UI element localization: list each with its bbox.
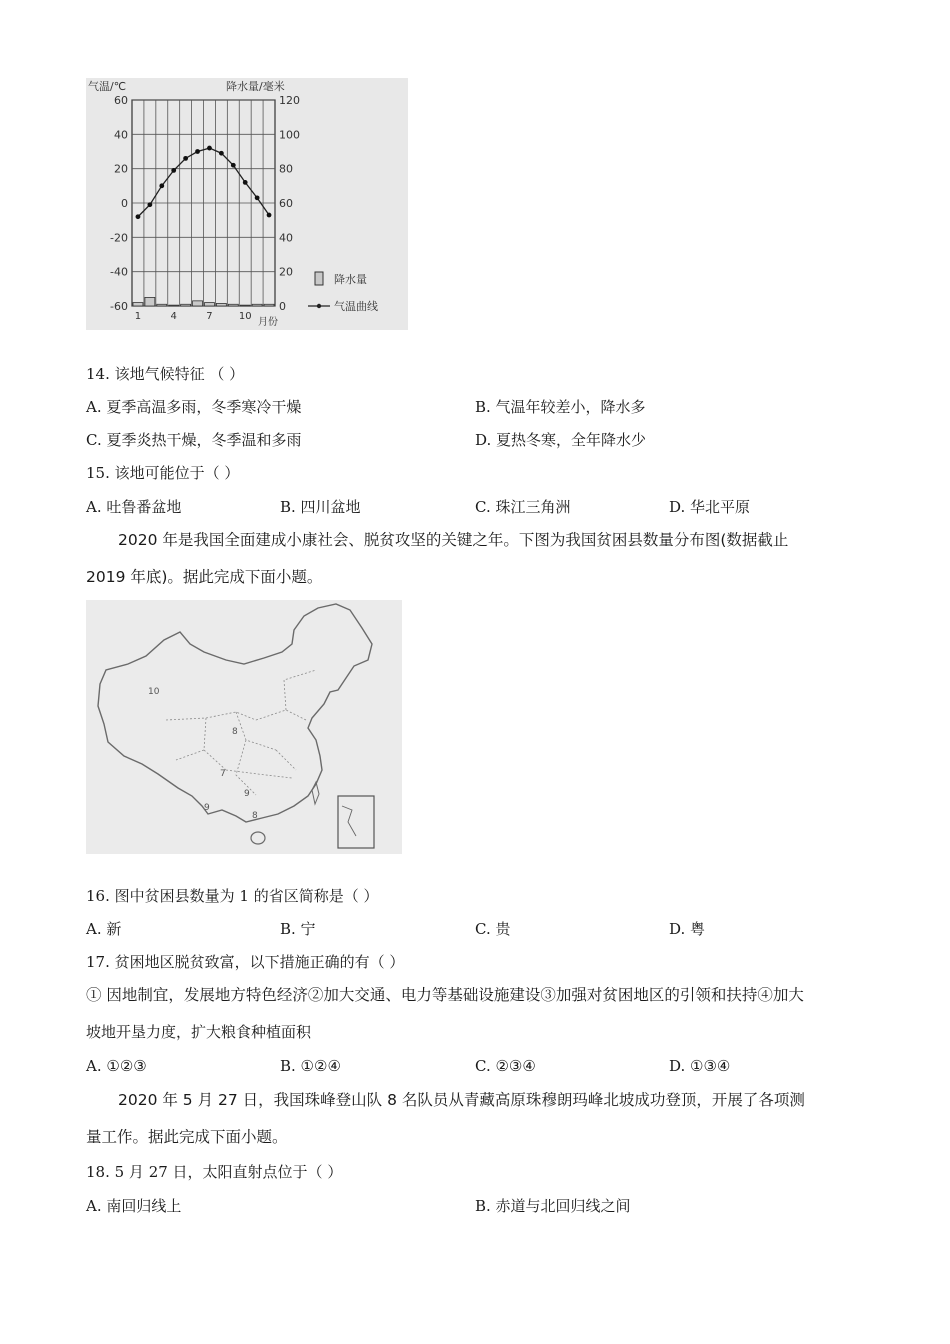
q18-stem: 18. 5 月 27 日，太阳直射点位于（ ）: [86, 1163, 343, 1181]
q17-statements-line1: ① 因地制宜，发展地方特色经济②加大交通、电力等基础设施建设③加强对贫困地区的引领和扶持④加大: [86, 986, 804, 1004]
right-tick-label: 120: [279, 94, 300, 107]
map-number-yunnan: 9: [204, 803, 210, 813]
q17-option-a[interactable]: A. ①②③: [86, 1057, 147, 1075]
chart-legend: [308, 272, 378, 313]
south-china-sea-inset: [338, 796, 374, 848]
temperature-point: [183, 156, 188, 161]
temperature-point: [171, 168, 176, 173]
q17-option-c[interactable]: C. ②③④: [475, 1057, 536, 1075]
temperature-point: [219, 151, 224, 156]
x-tick-label: 10: [238, 311, 252, 322]
precip-bar: [216, 303, 226, 306]
map-number-guangxi: 8: [252, 811, 258, 821]
x-tick-label: 7: [206, 311, 213, 322]
temperature-point: [195, 149, 200, 154]
map-number-sichuan: 7: [220, 769, 226, 779]
china-map-svg: [86, 600, 402, 854]
q14-stem: 14. 该地气候特征 （ ）: [86, 365, 245, 383]
q18-option-b[interactable]: B. 赤道与北回归线之间: [475, 1197, 631, 1215]
passage1-line1: 2020 年是我国全面建成小康社会、脱贫攻坚的关键之年。下图为我国贫困县数量分布图(数据截止: [118, 531, 789, 549]
precip-bar: [228, 304, 238, 306]
x-tick-label: 4: [170, 311, 177, 322]
right-tick-label: 20: [279, 265, 293, 279]
province-borders: [166, 670, 316, 795]
poverty-county-map: [86, 600, 402, 854]
q15-stem: 15. 该地可能位于（ ）: [86, 464, 240, 482]
temperature-point: [243, 180, 248, 185]
q15-option-d[interactable]: D. 华北平原: [669, 498, 751, 516]
q18-option-a[interactable]: A. 南回归线上: [86, 1197, 182, 1215]
passage2-line2: 量工作。据此完成下面小题。: [86, 1128, 288, 1146]
precip-bar: [157, 304, 167, 306]
precip-bar: [169, 305, 179, 306]
left-tick-label: 0: [121, 197, 128, 210]
q17-statements-line2: 坡地开垦力度，扩大粮食种植面积: [86, 1023, 312, 1041]
map-number-xinjiang: 10: [148, 687, 160, 697]
temperature-point: [136, 214, 141, 219]
right-tick-label: 0: [279, 300, 286, 313]
q15-option-a[interactable]: A. 吐鲁番盆地: [86, 498, 182, 516]
temperature-point: [207, 146, 212, 151]
temperature-point: [231, 163, 236, 168]
climate-chart-svg: [86, 78, 408, 330]
q17-option-b[interactable]: B. ①②④: [280, 1057, 341, 1075]
precip-bar: [193, 301, 203, 306]
q17-stem: 17. 贫困地区脱贫致富，以下措施正确的有（ ）: [86, 953, 405, 971]
left-tick-label: -20: [110, 231, 128, 245]
legend-line-dot: [317, 304, 321, 308]
left-tick-label: 20: [114, 162, 128, 176]
legend-precip-label: 降水量: [334, 273, 367, 286]
temperature-point: [159, 183, 164, 188]
passage1-line2: 2019 年底)。据此完成下面小题。: [86, 568, 323, 586]
map-number-north: 8: [232, 727, 238, 737]
q14-option-b[interactable]: B. 气温年较差小，降水多: [475, 398, 646, 416]
precip-bar: [181, 304, 191, 306]
q17-option-d[interactable]: D. ①③④: [669, 1057, 731, 1075]
right-tick-label: 100: [279, 128, 300, 142]
map-number-guizhou: 9: [244, 789, 250, 799]
left-tick-label: -40: [110, 265, 128, 279]
climate-chart: [86, 78, 408, 330]
precip-bar: [205, 303, 215, 306]
left-tick-label: 60: [114, 94, 128, 107]
right-tick-label: 80: [279, 162, 293, 176]
legend-bar-swatch: [315, 272, 323, 285]
q16-stem: 16. 图中贫困县数量为 1 的省区简称是（ ）: [86, 887, 379, 905]
temperature-point: [267, 213, 272, 218]
q16-option-c[interactable]: C. 贵: [475, 920, 511, 938]
q15-option-c[interactable]: C. 珠江三角洲: [475, 498, 571, 516]
x-tick-label: 1: [134, 311, 142, 322]
q14-option-c[interactable]: C. 夏季炎热干燥，冬季温和多雨: [86, 431, 302, 449]
precip-bar: [264, 304, 274, 306]
precip-bar: [133, 303, 143, 306]
left-axis-label: 气温/℃: [88, 80, 127, 93]
legend-temp-label: 气温曲线: [334, 300, 378, 313]
q15-option-b[interactable]: B. 四川盆地: [280, 498, 361, 516]
temperature-point: [255, 195, 260, 200]
q16-option-a[interactable]: A. 新: [86, 920, 122, 938]
right-tick-label: 60: [279, 197, 293, 210]
left-tick-label: -60: [110, 300, 128, 313]
right-axis-label: 降水量/毫米: [226, 80, 285, 93]
hainan-island: [251, 832, 265, 844]
right-tick-label: 40: [279, 231, 293, 245]
precip-bar: [240, 305, 250, 306]
q14-option-d[interactable]: D. 夏热冬寒，全年降水少: [475, 431, 647, 449]
q14-option-a[interactable]: A. 夏季高温多雨，冬季寒冷干燥: [86, 398, 302, 416]
q16-option-b[interactable]: B. 宁: [280, 920, 316, 938]
x-axis-unit: 月份: [258, 317, 278, 328]
precip-bar: [252, 304, 262, 306]
passage2-line1: 2020 年 5 月 27 日，我国珠峰登山队 8 名队员从青藏高原珠穆朗玛峰北坡成功登顶，开展了各项测: [118, 1091, 805, 1109]
q16-option-d[interactable]: D. 粤: [669, 920, 706, 938]
left-tick-label: 40: [114, 128, 128, 142]
inset-coastline: [342, 806, 356, 836]
china-outline: [98, 604, 372, 822]
temperature-point: [147, 202, 152, 207]
precip-bar: [145, 297, 155, 306]
